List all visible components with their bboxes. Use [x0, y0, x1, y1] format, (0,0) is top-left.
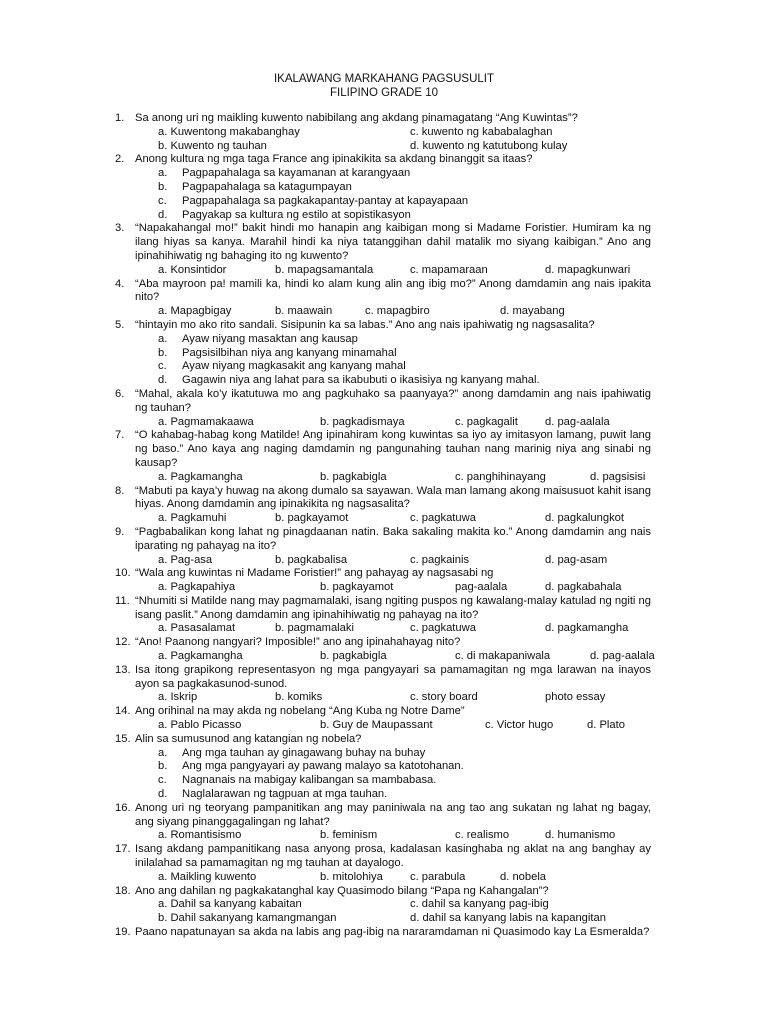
choice: d. pagkabahala [545, 581, 622, 594]
question-item [115, 388, 651, 429]
question-text: “Nhumiti si Matilde nang may pagmamalaki, isang ngiting puspos ng kawalang-malay katulad ng ngiti ng isang paslit.” Anong damdamin ang ipinahihiwatig ng pahayag na ito? [135, 594, 651, 621]
question-number: 8. [115, 484, 125, 497]
choice: a. Kuwentong makabanghay [158, 125, 300, 138]
choice-text: Ayaw niyang magkasakit ang kanyang mahal [182, 360, 406, 373]
choice: c. pagkatuwa [410, 512, 476, 525]
question-item [115, 733, 651, 802]
choice-letter: a. [158, 746, 168, 759]
choice: d. Plato [587, 719, 625, 732]
choice: b. pagkabalisa [275, 553, 348, 566]
choice: b. pagkayamot [275, 512, 349, 525]
choice: b. pagkayamot [320, 581, 394, 594]
choice: a. Pagmamakaawa [158, 415, 254, 428]
question-text: Isang akdang pampanitikang nasa anyong prosa, kadalasan kasinghaba ng aklat na ang banghay ay inilalahad sa pamamagitan ng mg tauhan at dayalogo. [135, 843, 651, 870]
choice-text: Pagsisilbihan niya ang kanyang minamahal [182, 346, 397, 359]
choice: b. Guy de Maupassant [320, 719, 433, 732]
question-item [115, 926, 651, 940]
choice: a. Iskrip [158, 691, 198, 704]
question-number: 10. [115, 567, 131, 580]
choice: a. Mapagbigay [158, 305, 232, 318]
question-number: 3. [115, 222, 125, 235]
choice-row [135, 305, 651, 319]
question-number: 2. [115, 153, 125, 166]
choice-row [135, 471, 651, 485]
question-text: Anong uri ng teoryang pampanitikan ang may paniniwala na ang tao ang sukatan ng lahat ng bagay, ang siyang pinanggagalingan ng lahat? [135, 801, 651, 828]
choice: d. mapagkunwari [545, 263, 631, 276]
question-item [115, 664, 651, 705]
choice-row [135, 264, 651, 278]
choice [135, 181, 651, 195]
question-number: 13. [115, 663, 131, 676]
choice: b. feminism [320, 829, 378, 842]
choice: pag-aalala [455, 581, 508, 594]
choice-row [135, 719, 651, 733]
question-number: 11. [115, 594, 130, 607]
question-item [115, 885, 651, 926]
choice: a. Pablo Picasso [158, 719, 242, 732]
choice-text: Pagpapahalaga sa pagkakapantay-pantay at kapayapaan [182, 194, 469, 207]
choice: a. Pagkapahiya [158, 581, 236, 594]
question-number: 17. [115, 843, 131, 856]
choice-letter: b. [158, 180, 168, 193]
choice: c. dahil sa kanyang pag-ibig [410, 898, 549, 911]
question-number: 1. [115, 112, 125, 124]
choice-letter: c. [158, 194, 167, 207]
question-text: Alin sa sumusunod ang katangian ng nobela? [135, 732, 362, 745]
choice: b. pagkadismaya [320, 415, 405, 428]
choice [135, 195, 651, 209]
choice: c. pagkatuwa [410, 622, 476, 635]
choice-letter: c. [158, 360, 167, 373]
choice: c. Victor hugo [485, 719, 554, 732]
choice: d. nobela [500, 870, 547, 883]
question-text: “Mahal, akala ko’y ikatutuwa mo ang pagkuhako sa paanyaya?” anong damdamin ang nais ipahiwatig ng tauhan? [135, 387, 651, 414]
question-number: 7. [115, 429, 125, 442]
question-number: 9. [115, 525, 125, 538]
choice-letter: a. [158, 167, 168, 180]
choice: c. story board [410, 691, 478, 704]
choice-row [135, 622, 651, 636]
question-text: “Wala ang kuwintas ni Madame Foristier!” ang pahayag ay nagsasabi ng [135, 567, 494, 580]
choice: b. pagmamalaki [275, 622, 354, 635]
choice-text: Pagpapahalaga sa katagumpayan [182, 180, 352, 193]
choice: b. Dahil sakanyang kamangmangan [158, 912, 337, 925]
choice-row [135, 898, 651, 912]
choice-letter: c. [158, 774, 167, 787]
choice: b. Kuwento ng tauhan [158, 139, 267, 152]
choice: a. Pagkamuhi [158, 512, 227, 525]
choice: c. mapamaraan [410, 263, 488, 276]
exam-title: IKALAWANG MARKAHANG PAGSUSULIT [273, 73, 495, 85]
question-number: 12. [115, 636, 131, 649]
choice: c. pagkainis [410, 553, 470, 566]
choice: b. pagkabigla [320, 470, 387, 483]
choice [135, 333, 651, 347]
choice: a. Pagkamangha [158, 470, 243, 483]
choice-row [135, 912, 651, 926]
question-item [115, 567, 651, 595]
choice-letter: d. [158, 208, 168, 221]
question-item [115, 843, 651, 884]
choice: photo essay [545, 691, 606, 704]
question-item [115, 485, 651, 526]
question-item [115, 319, 651, 388]
choice [135, 774, 651, 788]
question-number: 19. [115, 926, 131, 939]
question-number: 16. [115, 801, 131, 814]
question-number: 6. [115, 387, 125, 400]
choice: c. mapagbiro [365, 305, 430, 318]
choice: d. pag-aalala [545, 415, 610, 428]
choice: d. pag-asam [545, 553, 608, 566]
choice: d. dahil sa kanyang labis na kapangitan [410, 912, 606, 925]
choice [135, 167, 651, 181]
question-item [115, 636, 655, 664]
question-number: 5. [115, 318, 125, 331]
choice: a. Pag-asa [158, 553, 213, 566]
choice-row [135, 512, 651, 526]
question-item [115, 705, 651, 733]
choice-letter: d. [158, 374, 168, 387]
choice-text: Ang mga pangyayari ay pawang malayo sa katotohanan. [182, 760, 464, 773]
choice-text: Nagnanais na mabigay kalibangan sa mambabasa. [182, 774, 437, 787]
choice: b. mitolohiya [320, 870, 383, 883]
choice: a. Konsintidor [158, 263, 227, 276]
question-text: “Napakahangal mo!” bakit hindi mo hanapin ang kaibigan mong si Madame Foristier. Humiram ka ng ilang hiyas sa kanya. Marahil hindi ka niya tatanggihan dahil matalik mo siyang kaibigan.” Ano ang ipinahihiwatig ng bahaging ito ng kuwento? [135, 222, 651, 262]
choice [135, 760, 651, 774]
choice-text: Pagpapahalaga sa kayamanan at karangyaan [182, 167, 411, 180]
choice-row [135, 126, 651, 140]
choice: d. pagkamangha [545, 622, 629, 635]
choice-row [135, 650, 655, 664]
question-text: “Mabuti pa kaya’y huwag na akong dumalo sa sayawan. Wala man lamang akong maisusuot kahit isang hiyas. Anong damdamin ang ipinakikita ng nagsasalita? [135, 484, 651, 511]
choice: c. pagkagalit [455, 415, 518, 428]
question-item [115, 526, 651, 567]
choice-text: Ang mga tauhan ay ginagawang buhay na buhay [182, 746, 426, 759]
exam-subtitle: FILIPINO GRADE 10 [329, 87, 438, 99]
question-item [115, 278, 651, 319]
choice-row [135, 140, 651, 154]
choice-row [135, 416, 651, 430]
choice: a. Maikling kuwento [158, 870, 257, 883]
choice: d. pag-aalala [590, 650, 655, 663]
question-number: 15. [115, 732, 131, 745]
choice: d. kuwento ng katutubong kulay [410, 139, 568, 152]
choice-letter: d. [158, 788, 168, 801]
choice: b. komiks [275, 691, 323, 704]
choice [135, 360, 651, 374]
choice: a. Dahil sa kanyang kabaitan [158, 898, 302, 911]
choice [135, 347, 651, 361]
question-item [115, 429, 651, 484]
choice: a. Romantisismo [158, 829, 242, 842]
choice [135, 374, 651, 388]
choice-text: Naglalarawan ng tagpuan at mga tauhan. [182, 788, 388, 801]
question-text: Paano napatunayan sa akda na labis ang pag-ibig na nararamdaman ni Quasimodo kay La Esmeralda? [135, 926, 650, 939]
choice-text: Gagawin niya ang lahat para sa ikabubuti o ikasisiya ng kanyang mahal. [182, 374, 540, 387]
choice: d. mayabang [500, 305, 565, 318]
choice-row [135, 554, 651, 568]
question-text: Anong kultura ng mga taga France ang ipinakikita sa akdang binanggit sa itaas? [135, 153, 533, 166]
question-text: “Pagbabalikan kong lahat ng pinagdaanan natin. Baka sakaling makita ko.” Anong damdamin ang nais iparating ng pahayag na ito? [135, 525, 651, 552]
choice-text: Ayaw niyang masaktan ang kausap [182, 332, 358, 345]
choice: a. Pagkamangha [158, 650, 243, 663]
question-text: “Aba mayroon pa! mamili ka, hindi ko alam kung alin ang ibig mo?” Anong damdamin ang nais ipakita nito? [135, 277, 651, 304]
choice [135, 209, 651, 223]
choice: b. maawain [275, 305, 333, 318]
choice-letter: b. [158, 346, 168, 359]
question-item [115, 112, 651, 153]
question-item [115, 153, 651, 222]
question-text: Sa anong uri ng maikling kuwento nabibilang ang akdang pinamagatang “Ang Kuwintas”? [135, 112, 578, 124]
choice-text: Pagyakap sa kultura ng estilo at sopistikasyon [182, 208, 411, 221]
choice: d. pagsisisi [590, 470, 646, 483]
choice-row [135, 829, 651, 843]
question-list [115, 112, 655, 940]
choice-row [135, 581, 651, 595]
question-text: “Ano! Paanong nangyari? Imposible!” ano ang ipinahahayag nito? [135, 636, 461, 649]
choice: d. pagkalungkot [545, 512, 624, 525]
choice: b. mapagsamantala [275, 263, 374, 276]
choice-letter: a. [158, 332, 168, 345]
choice: c. di makapaniwala [455, 650, 551, 663]
choice: b. pagkabigla [320, 650, 387, 663]
question-text: “O kahabag-habag kong Matilde! Ang ipinahiram kong kuwintas sa iyo ay imitasyon lamang, puwit lang ng baso.” Ano kaya ang naging damdamin ng pangunahing tauhan nang marinig niya ang sinabi ng kausap? [135, 429, 651, 469]
choice: c. kuwento ng kababalaghan [410, 125, 553, 138]
choice-row [135, 871, 651, 885]
question-text: Isa itong grapikong representasyon ng mga pangyayari sa pamamagitan ng mga larawan na inayos ayon sa pagkakasunod-sunod. [135, 663, 651, 690]
choice-row [135, 691, 651, 705]
choice: d. humanismo [545, 829, 616, 842]
question-text: Ano ang dahilan ng pagkakatanghal kay Quasimodo bilang “Papa ng Kahangalan”? [135, 884, 549, 897]
choice: c. parabula [410, 870, 466, 883]
question-number: 4. [115, 277, 125, 290]
question-text: “hintayin mo ako rito sandali. Sisipunin ka sa labas.” Ano ang nais ipahiwatig ng nagsasalita? [135, 318, 595, 331]
question-item [115, 595, 651, 636]
question-item [115, 802, 651, 843]
question-text: Ang orihinal na may akda ng nobelang “Ang Kuba ng Notre Dame” [135, 705, 465, 718]
question-number: 14. [115, 705, 131, 718]
question-item [115, 222, 651, 277]
choice [135, 788, 651, 802]
choice [135, 747, 651, 761]
choice: a. Pasasalamat [158, 622, 236, 635]
choice: c. realismo [455, 829, 510, 842]
question-number: 18. [115, 884, 131, 897]
choice: c. panghihinayang [455, 470, 546, 483]
choice-letter: b. [158, 760, 168, 773]
